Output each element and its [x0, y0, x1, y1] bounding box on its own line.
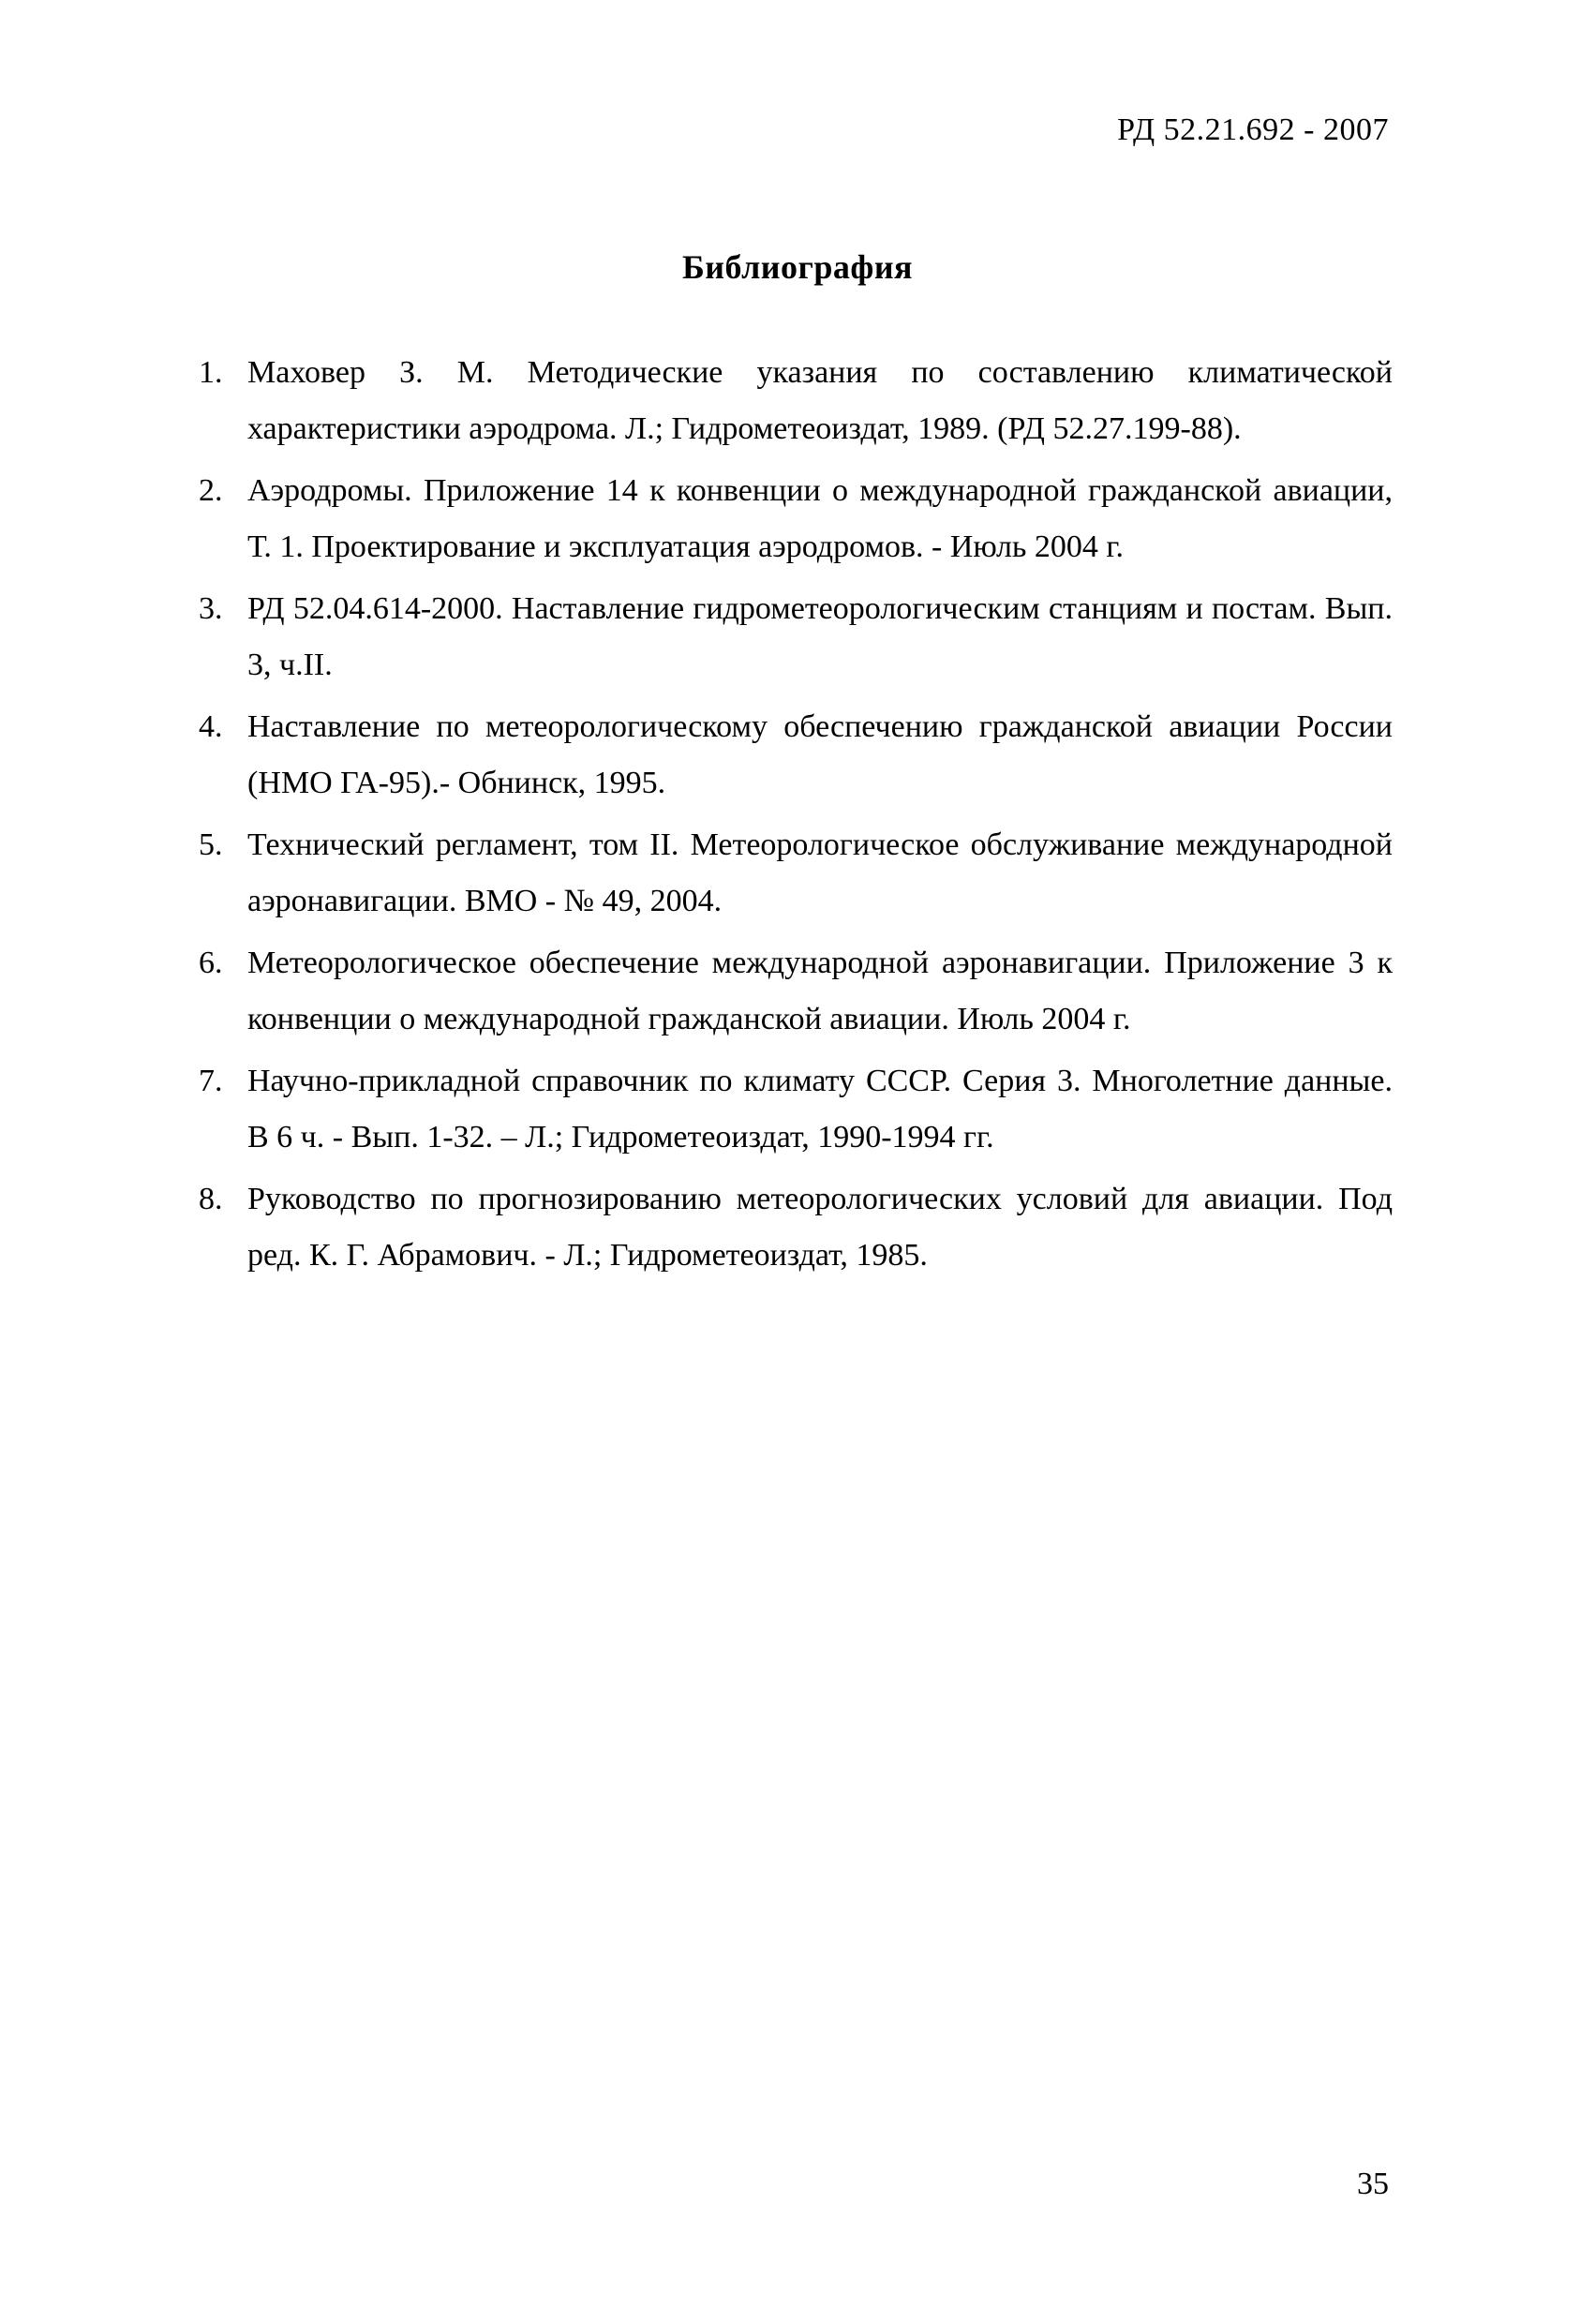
page-title: Библиография [681, 248, 914, 286]
list-item-number: 6. [199, 946, 223, 980]
list-item-text: РД 52.04.614-2000. Наставление гидрометеорологическим станциям и постам. Вып. 3, ч.II. [247, 591, 1393, 682]
document-code: РД 52.21.692 - 2007 [1117, 112, 1389, 147]
list-item [199, 345, 1393, 457]
list-item [199, 817, 1393, 930]
list-item [199, 699, 1393, 812]
list-item [199, 581, 1393, 693]
list-item-text: Аэродромы. Приложение 14 к конвенции о международной гражданской авиации, Т. 1. Проектирование и эксплуатация аэродромов. - Июль 2004 г. [247, 473, 1393, 564]
list-item-text: Руководство по прогнозированию метеорологических условий для авиации. Под ред. К. Г. Абрамович. - Л.; Гидрометеоиздат, 1985. [247, 1182, 1393, 1273]
bibliography-list [199, 345, 1393, 1289]
list-item-number: 1. [199, 355, 223, 390]
list-item-number: 5. [199, 827, 223, 862]
list-item [199, 1053, 1393, 1166]
list-item [199, 935, 1393, 1048]
list-item-number: 8. [199, 1182, 223, 1216]
list-item-text: Научно-прикладной справочник по климату СССР. Серия 3. Многолетние данные. В 6 ч. - Вып. 1-32. – Л.; Гидрометеоиздат, 1990-1994 гг. [247, 1064, 1393, 1155]
page-number: 35 [1357, 2167, 1389, 2201]
list-item-text: Метеорологическое обеспечение международной аэронавигации. Приложение 3 к конвенции о международной гражданской авиации. Июль 2004 г. [247, 946, 1393, 1036]
list-item-number: 2. [199, 473, 223, 508]
list-item [199, 1171, 1393, 1284]
list-item-number: 4. [199, 709, 223, 744]
list-item [199, 463, 1393, 575]
list-item-number: 3. [199, 591, 223, 626]
list-item-text: Маховер З. М. Методические указания по составлению климатической характеристики аэродрома. Л.; Гидрометеоиздат, 1989. (РД 52.27.199-88). [247, 355, 1393, 446]
list-item-text: Наставление по метеорологическому обеспечению гражданской авиации России (НМО ГА-95).- Обнинск, 1995. [247, 709, 1393, 800]
list-item-number: 7. [199, 1064, 223, 1098]
list-item-text: Технический регламент, том II. Метеорологическое обслуживание международной аэронавигации. ВМО - № 49, 2004. [247, 827, 1393, 918]
